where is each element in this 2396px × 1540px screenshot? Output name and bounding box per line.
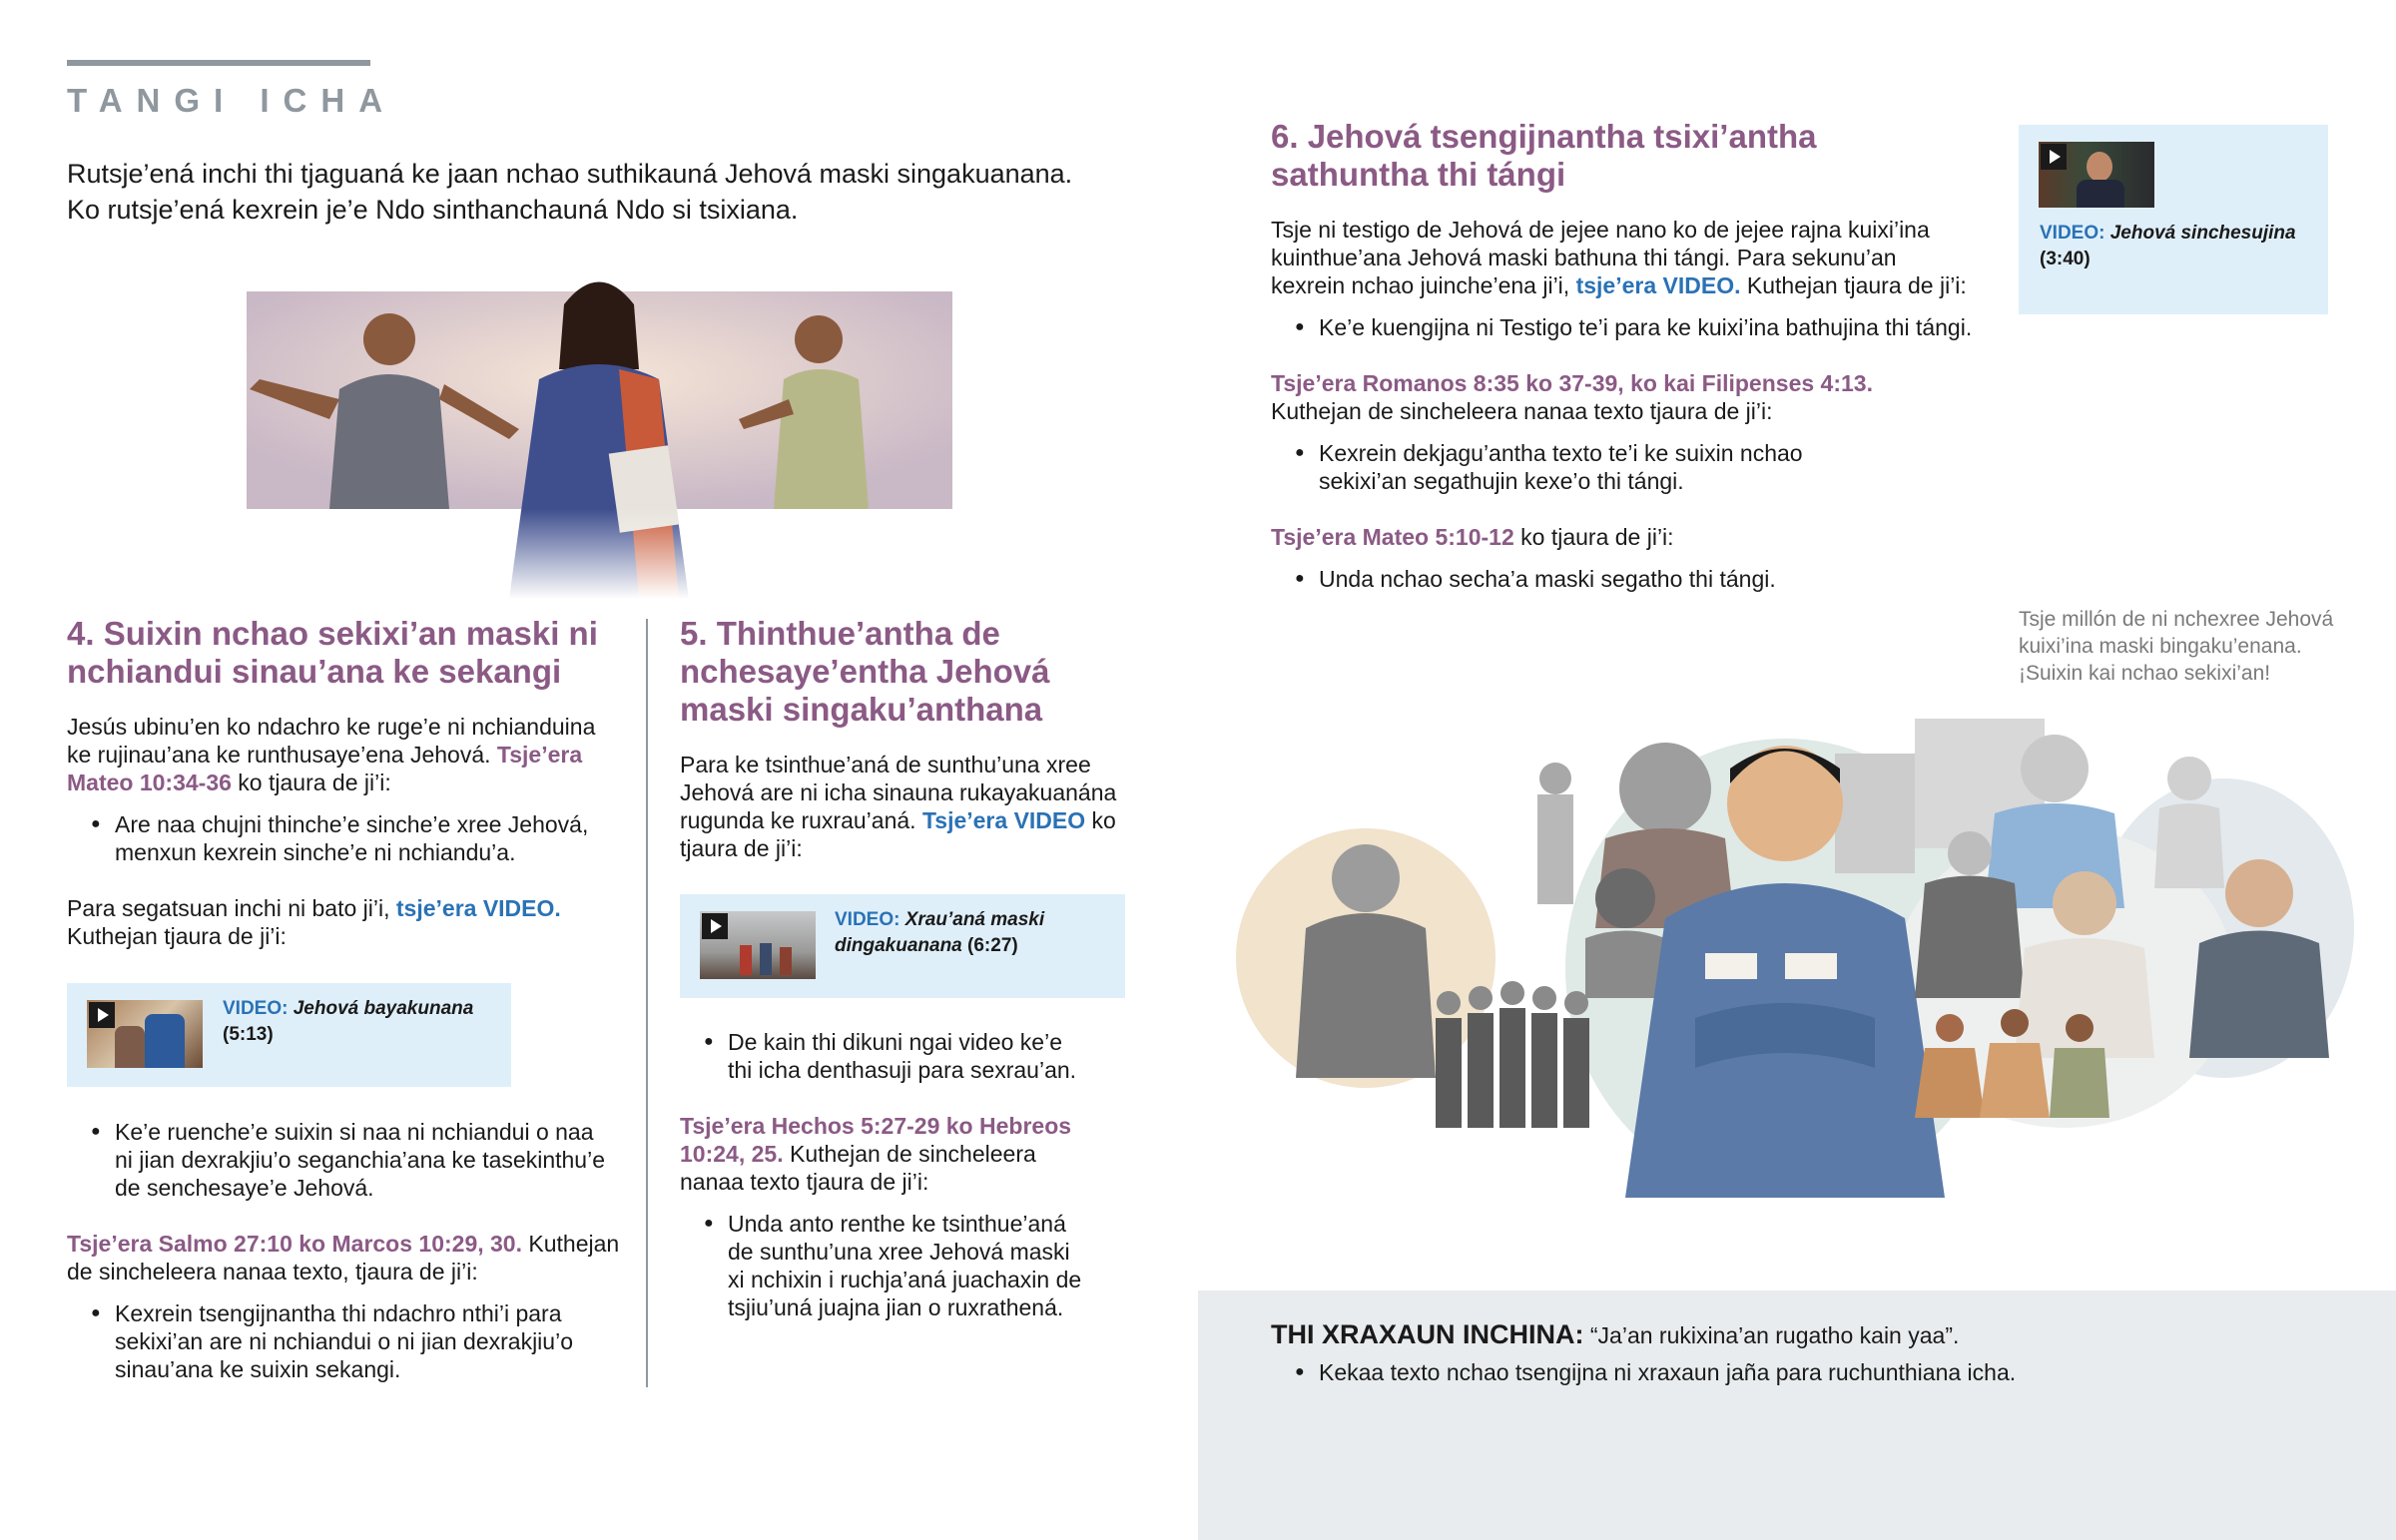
list-item: ● Kekaa texto nchao tsengijna ni xraxaun jaña para ruchunthiana icha. — [1271, 1358, 2369, 1386]
text-span: ko tjaura de ji’i: — [1513, 524, 1674, 550]
video-duration: (6:27) — [967, 935, 1018, 956]
faithful-witnesses-illustration — [1226, 699, 2364, 1218]
video-link[interactable]: Tsje’era VIDEO — [921, 807, 1086, 833]
text-line — [67, 894, 626, 922]
text-line: tjaura de ji’i: — [680, 835, 803, 861]
page-kicker: TANGI ICHA — [67, 82, 397, 119]
text-line: ● Are naa chujni thinche’e sinche’e xree Jehová, — [115, 811, 589, 837]
list-item: ● Unda nchao secha’a maski segatho thi tángi. — [1271, 565, 2010, 593]
intro-text — [67, 156, 1072, 228]
section-6-title-line-1: 6. Jehová tsengijnantha tsixi’antha — [1271, 118, 1817, 155]
text-line — [680, 1140, 1129, 1168]
illustration-caption — [2019, 606, 2333, 687]
footer-heading-line — [1271, 1317, 2369, 1352]
caption-line: Tsje millón de ni nchexree Jehová — [2019, 608, 2334, 631]
section-5-video-card[interactable] — [680, 894, 1125, 998]
scripture-reference[interactable]: Mateo 10:34-36 — [67, 770, 232, 795]
video-label — [223, 996, 473, 1048]
section-6-paragraph-2 — [1271, 369, 2010, 425]
text-line — [835, 907, 1044, 933]
text-line — [223, 996, 473, 1022]
caption-line: kuixi’ina maski bingaku’enana. — [2019, 635, 2302, 658]
video-title: Jehová bayakunana — [293, 998, 474, 1019]
list-item — [67, 810, 626, 866]
section-4-bullet-3 — [67, 1299, 626, 1383]
video-title: dingakuanana — [835, 935, 962, 956]
section-5-title-line-3: maski singaku’anthana — [680, 691, 1043, 728]
video-label — [2040, 221, 2296, 272]
text-line — [835, 933, 1044, 959]
play-icon[interactable] — [702, 913, 728, 939]
text-line — [67, 769, 626, 796]
section-6-paragraph-1 — [1271, 216, 2010, 299]
section-4-video-card[interactable] — [67, 983, 511, 1087]
section-5-paragraph-1 — [680, 751, 1129, 862]
video-tag: VIDEO: — [2040, 223, 2105, 244]
section-6-title-line-2: sathuntha thi tángi — [1271, 156, 1566, 193]
text-span: Para segatsuan inchi ni bato ji’i, — [67, 895, 396, 921]
list-item — [680, 1028, 1129, 1084]
section-4-title-line-1: 4. Suixin nchao sekixi’an maski ni — [67, 615, 598, 652]
video-link[interactable]: tsje’era VIDEO. — [1575, 272, 1741, 298]
family-disagreement-illustration — [220, 250, 958, 599]
list-item: ● Ke’e kuengijna ni Testigo te’i para ke kuixi’ina bathujina thi tángi. — [1271, 313, 2010, 341]
column-divider — [646, 619, 648, 1387]
intro-line-1: Rutsje’ená inchi thi tjaguaná ke jaan nchao suthikauná Jehová maski singakuanana. — [67, 159, 1073, 189]
text-line: nanaa texto tjaura de ji’i: — [680, 1169, 929, 1195]
scripture-reference[interactable]: Tsje’era Romanos 8:35 ko 37-39, ko kai Filipenses 4:13. — [1271, 370, 1873, 396]
section-4-continued — [67, 1118, 626, 1383]
text-line: Para ke tsinthue’aná de sunthu’una xree — [680, 752, 1091, 777]
text-line: kuinthue’ana Jehová maski bathuna thi tángi. Para sekunu’an — [1271, 245, 1897, 270]
text-line: ● Kexrein tsengijnantha thi ndachro nthi’i para — [115, 1300, 562, 1326]
text-line: tsjiu’uná juajna jian o ruxrathená. — [728, 1294, 1064, 1320]
video-tag: VIDEO: — [835, 909, 900, 930]
play-icon[interactable] — [89, 1002, 115, 1028]
section-6-title — [1271, 118, 2010, 194]
text-line: menxun kexrein sinche’e ni nchiandu’a. — [115, 839, 516, 865]
text-line: sinau’ana ke suixin sekangi. — [115, 1356, 401, 1382]
section-6-bullet-3 — [1271, 565, 2010, 593]
list-item — [1271, 439, 2010, 495]
scripture-reference[interactable]: Tsje’era Salmo 27:10 ko Marcos 10:29, 30. — [67, 1231, 522, 1257]
footer-heading: THI XRAXAUN INCHINA: — [1271, 1319, 1584, 1349]
text-line — [680, 806, 1129, 834]
text-span: ke rujinau’ana ke runthusaye’ena Jehová. — [67, 742, 497, 768]
section-5 — [680, 615, 1129, 862]
video-tag: VIDEO: — [223, 998, 289, 1019]
text-line: de sunthu’una xree Jehová maski — [728, 1239, 1070, 1265]
header-rule — [67, 60, 370, 66]
section-6-paragraph-3 — [1271, 523, 2010, 551]
text-line: Tsje ni testigo de Jehová de jejee nano ko de jejee rajna kuixi’ina — [1271, 217, 1930, 243]
scripture-reference[interactable]: Tsje’era Hechos 5:27-29 ko Hebreos — [680, 1113, 1072, 1139]
section-4-paragraph-1 — [67, 713, 626, 796]
section-6-bullet-2 — [1271, 439, 2010, 495]
list-item — [67, 1118, 626, 1202]
section-6-bullet-1 — [1271, 313, 2010, 341]
text-line: ni jian dexrakjiu’o seganchia’ana ke tasekinthu’e — [115, 1147, 605, 1173]
section-6-video-card[interactable] — [2019, 125, 2328, 314]
text-line: thi icha denthasuji para sexrau’an. — [728, 1057, 1077, 1083]
section-5-bullet-2 — [680, 1210, 1129, 1321]
text-line: ● Ke’e ruenche’e suixin si naa ni nchiandui o naa — [115, 1119, 594, 1145]
section-5-paragraph-2 — [680, 1112, 1129, 1196]
scripture-reference[interactable]: 10:24, 25. — [680, 1141, 784, 1167]
video-title: Xrau’aná maski — [904, 909, 1045, 930]
text-line: sekixi’an are ni nchiandui o ni jian dexrakjiu’o — [115, 1328, 573, 1354]
text-span: Kuthejan tjaura de ji’i: — [1740, 272, 1967, 298]
footer-quote: “Ja’an rukixina’an rugatho kain yaa”. — [1583, 1322, 1960, 1348]
scripture-reference[interactable]: Tsje’era Mateo 5:10-12 — [1271, 524, 1514, 550]
section-6 — [1271, 118, 2010, 593]
text-line: Jehová are ni icha sinauna rukayakuanána — [680, 779, 1117, 805]
text-line: Kuthejan tjaura de ji’i: — [67, 923, 287, 949]
text-line — [1271, 271, 2010, 299]
section-4-title-line-2: nchiandui sinau’ana ke sekangi — [67, 653, 562, 690]
scripture-reference[interactable]: Tsje’era — [496, 742, 583, 768]
play-icon[interactable] — [2041, 144, 2067, 170]
text-line: xi nchixin i ruchja’aná juachaxin de — [728, 1267, 1082, 1292]
text-line: ● Kexrein dekjagu’antha texto te’i ke suixin nchao — [1319, 440, 1803, 466]
section-4-title — [67, 615, 626, 691]
video-label — [835, 907, 1044, 959]
video-duration: (5:13) — [223, 1024, 274, 1045]
text-line — [67, 1230, 626, 1258]
text-line: ● De kain thi dikuni ngai video ke’e — [728, 1029, 1062, 1055]
text-line — [67, 741, 626, 769]
section-5-bullet-1 — [680, 1028, 1129, 1084]
section-4 — [67, 615, 626, 950]
text-line: ● Unda anto renthe ke tsinthue’aná — [728, 1211, 1066, 1237]
text-span: ko tjaura de ji’i: — [231, 770, 391, 795]
text-span: kexrein nchao juinche’ena ji’i, — [1271, 272, 1576, 298]
video-title: Jehová sinchesujina — [2109, 223, 2296, 244]
intro-line-2: Ko rutsje’ená kexrein je’e Ndo sinthanchauná Ndo si tsixiana. — [67, 195, 799, 225]
text-line: Kuthejan de sincheleera nanaa texto tjaura de ji’i: — [1271, 398, 1773, 424]
section-4-paragraph-2 — [67, 894, 626, 950]
text-span: rugunda ke ruxrau’aná. — [680, 807, 922, 833]
section-4-paragraph-3 — [67, 1230, 626, 1285]
section-5-continued — [680, 1028, 1129, 1321]
list-item — [67, 1299, 626, 1383]
video-duration: (3:40) — [2040, 249, 2091, 269]
video-link[interactable]: tsje’era VIDEO. — [395, 895, 561, 921]
text-line: de senchesaye’e Jehová. — [115, 1175, 374, 1201]
footer-content — [1271, 1317, 2369, 1386]
section-4-bullet-2 — [67, 1118, 626, 1202]
text-span: Kuthejan de sincheleera — [783, 1141, 1036, 1167]
footer-bullet — [1271, 1358, 2369, 1386]
section-5-title — [680, 615, 1129, 729]
text-line — [2040, 221, 2296, 247]
section-5-title-line-2: nchesaye’entha Jehová — [680, 653, 1050, 690]
text-span: Kuthejan — [522, 1231, 620, 1257]
section-5-title-line-1: 5. Thinthue’antha de — [680, 615, 1000, 652]
text-span: ko — [1085, 807, 1116, 833]
video-thumbnail — [87, 1000, 203, 1068]
text-line: sekixi’an segathujin kexe’o thi tángi. — [1319, 468, 1684, 494]
video-thumbnail — [2039, 142, 2154, 208]
section-4-bullet-1 — [67, 810, 626, 866]
text-line: de sincheleera nanaa texto, tjaura de ji’i: — [67, 1259, 478, 1284]
text-line: Jesús ubinu’en ko ndachro ke ruge’e ni nchianduina — [67, 714, 596, 740]
list-item — [680, 1210, 1129, 1321]
video-thumbnail — [700, 911, 816, 979]
caption-line: ¡Suixin kai nchao sekixi’an! — [2019, 662, 2271, 685]
